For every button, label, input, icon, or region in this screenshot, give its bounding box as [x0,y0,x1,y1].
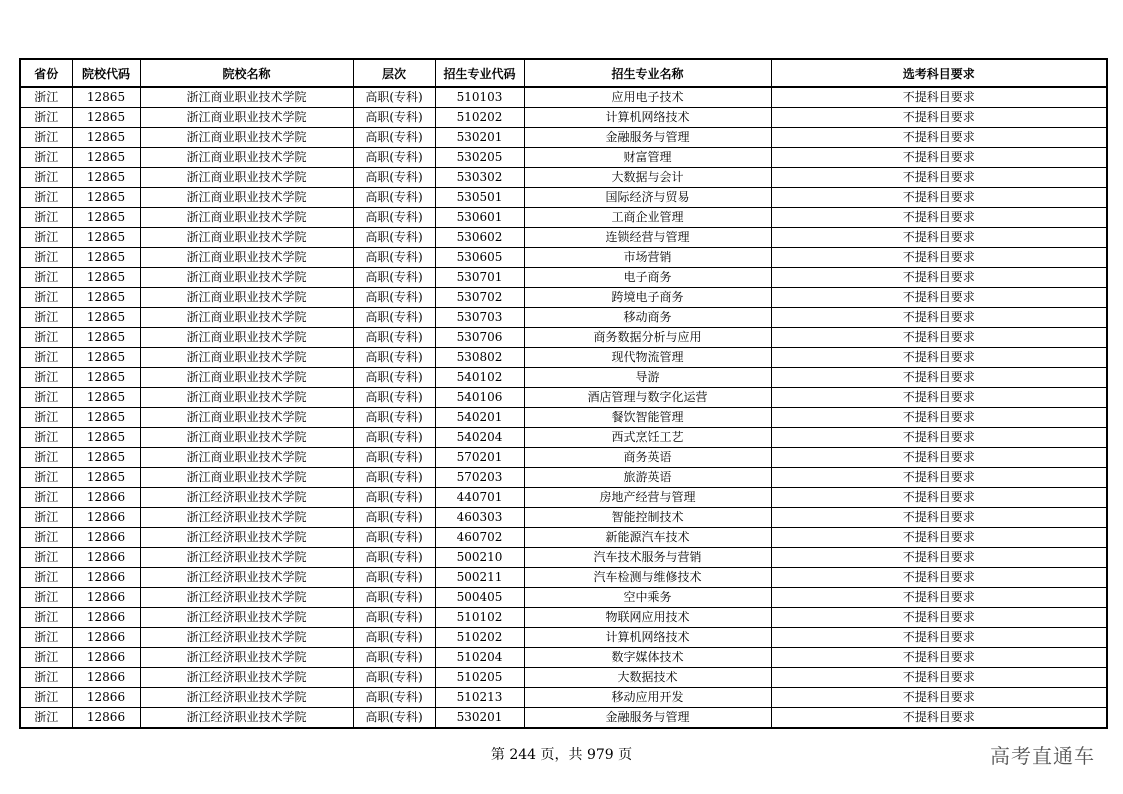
cell-level: 高职(专科) [353,588,435,608]
cell-level: 高职(专科) [353,328,435,348]
cell-major-code: 540102 [435,368,524,388]
cell-level: 高职(专科) [353,608,435,628]
cell-major-name: 财富管理 [524,148,771,168]
cell-school-code: 12865 [72,408,140,428]
cell-major-name: 酒店管理与数字化运营 [524,388,771,408]
table-row [20,208,1107,228]
cell-school-name: 浙江商业职业技术学院 [140,368,353,388]
table-row [20,548,1107,568]
cell-province: 浙江 [20,208,72,228]
table-row [20,128,1107,148]
cell-major-code: 530302 [435,168,524,188]
cell-province: 浙江 [20,368,72,388]
cell-major-code: 510213 [435,688,524,708]
cell-subject-requirement: 不提科目要求 [771,588,1107,608]
cell-province: 浙江 [20,468,72,488]
cell-major-code: 440701 [435,488,524,508]
cell-subject-requirement: 不提科目要求 [771,128,1107,148]
cell-major-name: 金融服务与管理 [524,128,771,148]
cell-school-name: 浙江经济职业技术学院 [140,488,353,508]
cell-school-code: 12866 [72,548,140,568]
cell-major-name: 大数据技术 [524,668,771,688]
cell-major-code: 510102 [435,608,524,628]
cell-major-name: 移动应用开发 [524,688,771,708]
cell-school-code: 12866 [72,488,140,508]
cell-major-code: 540106 [435,388,524,408]
cell-school-name: 浙江商业职业技术学院 [140,188,353,208]
cell-province: 浙江 [20,388,72,408]
cell-school-name: 浙江商业职业技术学院 [140,108,353,128]
cell-school-code: 12865 [72,108,140,128]
cell-province: 浙江 [20,448,72,468]
cell-major-code: 500210 [435,548,524,568]
cell-school-name: 浙江经济职业技术学院 [140,628,353,648]
cell-subject-requirement: 不提科目要求 [771,87,1107,108]
header-subject-requirement: 选考科目要求 [771,59,1107,87]
cell-school-name: 浙江商业职业技术学院 [140,228,353,248]
table-row [20,148,1107,168]
cell-subject-requirement: 不提科目要求 [771,328,1107,348]
cell-major-name: 工商企业管理 [524,208,771,228]
table-row [20,688,1107,708]
table-row [20,248,1107,268]
table-row [20,108,1107,128]
cell-school-code: 12866 [72,648,140,668]
cell-major-code: 530706 [435,328,524,348]
cell-subject-requirement: 不提科目要求 [771,468,1107,488]
table-row [20,468,1107,488]
cell-school-code: 12866 [72,568,140,588]
cell-major-name: 市场营销 [524,248,771,268]
cell-school-name: 浙江经济职业技术学院 [140,648,353,668]
cell-subject-requirement: 不提科目要求 [771,368,1107,388]
cell-level: 高职(专科) [353,208,435,228]
cell-level: 高职(专科) [353,268,435,288]
cell-school-name: 浙江商业职业技术学院 [140,168,353,188]
table-row [20,628,1107,648]
table-row [20,668,1107,688]
cell-province: 浙江 [20,648,72,668]
cell-major-code: 540204 [435,428,524,448]
cell-province: 浙江 [20,348,72,368]
cell-major-name: 移动商务 [524,308,771,328]
table-row [20,428,1107,448]
cell-province: 浙江 [20,108,72,128]
cell-major-name: 金融服务与管理 [524,708,771,729]
table-row [20,488,1107,508]
cell-school-name: 浙江商业职业技术学院 [140,128,353,148]
cell-major-name: 房地产经营与管理 [524,488,771,508]
cell-province: 浙江 [20,608,72,628]
cell-school-code: 12865 [72,388,140,408]
cell-school-name: 浙江经济职业技术学院 [140,668,353,688]
cell-province: 浙江 [20,87,72,108]
table-row [20,708,1107,729]
cell-major-code: 530201 [435,708,524,729]
cell-school-name: 浙江经济职业技术学院 [140,608,353,628]
table-row [20,508,1107,528]
cell-level: 高职(专科) [353,628,435,648]
cell-school-code: 12865 [72,168,140,188]
cell-school-code: 12865 [72,368,140,388]
cell-school-code: 12866 [72,588,140,608]
cell-province: 浙江 [20,428,72,448]
cell-level: 高职(专科) [353,87,435,108]
cell-school-name: 浙江商业职业技术学院 [140,468,353,488]
table-row [20,648,1107,668]
cell-major-name: 旅游英语 [524,468,771,488]
cell-major-name: 餐饮智能管理 [524,408,771,428]
cell-major-code: 570201 [435,448,524,468]
cell-subject-requirement: 不提科目要求 [771,288,1107,308]
cell-subject-requirement: 不提科目要求 [771,428,1107,448]
table-row [20,368,1107,388]
cell-major-code: 510202 [435,628,524,648]
table-row [20,328,1107,348]
cell-major-code: 510204 [435,648,524,668]
watermark-logo: 高考直通车 [990,744,1095,768]
cell-major-name: 商务数据分析与应用 [524,328,771,348]
cell-province: 浙江 [20,248,72,268]
cell-school-name: 浙江商业职业技术学院 [140,428,353,448]
cell-major-name: 导游 [524,368,771,388]
cell-major-code: 530702 [435,288,524,308]
cell-major-name: 数字媒体技术 [524,648,771,668]
table-row [20,168,1107,188]
header-province: 省份 [20,59,72,87]
cell-major-name: 跨境电子商务 [524,288,771,308]
cell-level: 高职(专科) [353,348,435,368]
cell-subject-requirement: 不提科目要求 [771,668,1107,688]
cell-major-name: 应用电子技术 [524,87,771,108]
cell-level: 高职(专科) [353,488,435,508]
cell-major-name: 汽车技术服务与营销 [524,548,771,568]
cell-subject-requirement: 不提科目要求 [771,208,1107,228]
cell-level: 高职(专科) [353,648,435,668]
cell-school-name: 浙江商业职业技术学院 [140,208,353,228]
table-row [20,408,1107,428]
cell-subject-requirement: 不提科目要求 [771,688,1107,708]
table-row [20,608,1107,628]
cell-school-name: 浙江商业职业技术学院 [140,288,353,308]
cell-school-code: 12865 [72,148,140,168]
cell-province: 浙江 [20,288,72,308]
cell-school-name: 浙江商业职业技术学院 [140,348,353,368]
cell-subject-requirement: 不提科目要求 [771,188,1107,208]
cell-level: 高职(专科) [353,188,435,208]
cell-major-name: 汽车检测与维修技术 [524,568,771,588]
cell-school-name: 浙江商业职业技术学院 [140,87,353,108]
cell-school-name: 浙江经济职业技术学院 [140,528,353,548]
table-row [20,308,1107,328]
cell-subject-requirement: 不提科目要求 [771,268,1107,288]
header-major-name: 招生专业名称 [524,59,771,87]
cell-subject-requirement: 不提科目要求 [771,308,1107,328]
cell-school-code: 12865 [72,228,140,248]
cell-level: 高职(专科) [353,688,435,708]
table-row [20,568,1107,588]
cell-major-name: 电子商务 [524,268,771,288]
cell-school-name: 浙江商业职业技术学院 [140,248,353,268]
cell-major-code: 530205 [435,148,524,168]
header-level: 层次 [353,59,435,87]
cell-major-name: 商务英语 [524,448,771,468]
cell-major-code: 540201 [435,408,524,428]
cell-school-code: 12865 [72,308,140,328]
table-row [20,288,1107,308]
cell-major-name: 西式烹饪工艺 [524,428,771,448]
table-body [20,87,1107,728]
cell-subject-requirement: 不提科目要求 [771,648,1107,668]
header-school-code: 院校代码 [72,59,140,87]
cell-level: 高职(专科) [353,408,435,428]
table-row [20,348,1107,368]
cell-province: 浙江 [20,588,72,608]
cell-subject-requirement: 不提科目要求 [771,568,1107,588]
cell-province: 浙江 [20,328,72,348]
cell-major-code: 530703 [435,308,524,328]
cell-province: 浙江 [20,508,72,528]
cell-major-code: 530802 [435,348,524,368]
cell-school-name: 浙江经济职业技术学院 [140,708,353,729]
cell-level: 高职(专科) [353,668,435,688]
cell-school-name: 浙江商业职业技术学院 [140,408,353,428]
cell-level: 高职(专科) [353,508,435,528]
cell-level: 高职(专科) [353,708,435,729]
cell-province: 浙江 [20,668,72,688]
cell-subject-requirement: 不提科目要求 [771,108,1107,128]
table-row [20,268,1107,288]
cell-major-name: 计算机网络技术 [524,628,771,648]
cell-province: 浙江 [20,488,72,508]
cell-major-code: 530602 [435,228,524,248]
cell-school-code: 12866 [72,708,140,729]
cell-school-code: 12865 [72,248,140,268]
table-row [20,528,1107,548]
cell-major-name: 国际经济与贸易 [524,188,771,208]
cell-school-code: 12865 [72,128,140,148]
cell-school-name: 浙江商业职业技术学院 [140,308,353,328]
cell-school-code: 12865 [72,268,140,288]
cell-major-name: 空中乘务 [524,588,771,608]
cell-major-code: 460702 [435,528,524,548]
cell-school-name: 浙江商业职业技术学院 [140,448,353,468]
cell-school-code: 12866 [72,628,140,648]
table-row [20,87,1107,108]
cell-school-code: 12866 [72,528,140,548]
cell-school-name: 浙江经济职业技术学院 [140,548,353,568]
cell-major-code: 530701 [435,268,524,288]
cell-school-name: 浙江商业职业技术学院 [140,148,353,168]
cell-province: 浙江 [20,228,72,248]
cell-province: 浙江 [20,708,72,729]
cell-major-code: 530605 [435,248,524,268]
cell-school-code: 12865 [72,428,140,448]
cell-major-name: 大数据与会计 [524,168,771,188]
cell-subject-requirement: 不提科目要求 [771,388,1107,408]
cell-level: 高职(专科) [353,388,435,408]
cell-level: 高职(专科) [353,468,435,488]
cell-subject-requirement: 不提科目要求 [771,628,1107,648]
cell-major-code: 530601 [435,208,524,228]
table-row [20,388,1107,408]
cell-school-code: 12865 [72,188,140,208]
admission-table [19,58,1108,729]
cell-major-name: 物联网应用技术 [524,608,771,628]
cell-province: 浙江 [20,528,72,548]
cell-province: 浙江 [20,168,72,188]
cell-province: 浙江 [20,568,72,588]
cell-school-code: 12866 [72,668,140,688]
table-row [20,188,1107,208]
cell-subject-requirement: 不提科目要求 [771,528,1107,548]
cell-subject-requirement: 不提科目要求 [771,548,1107,568]
cell-level: 高职(专科) [353,228,435,248]
cell-school-code: 12865 [72,328,140,348]
cell-level: 高职(专科) [353,168,435,188]
cell-subject-requirement: 不提科目要求 [771,148,1107,168]
table-row [20,588,1107,608]
cell-subject-requirement: 不提科目要求 [771,608,1107,628]
cell-school-code: 12865 [72,208,140,228]
cell-province: 浙江 [20,548,72,568]
cell-subject-requirement: 不提科目要求 [771,448,1107,468]
cell-subject-requirement: 不提科目要求 [771,408,1107,428]
cell-level: 高职(专科) [353,548,435,568]
cell-school-name: 浙江经济职业技术学院 [140,568,353,588]
cell-school-code: 12865 [72,468,140,488]
cell-major-code: 570203 [435,468,524,488]
cell-province: 浙江 [20,628,72,648]
table-row [20,448,1107,468]
cell-major-code: 510103 [435,87,524,108]
cell-school-code: 12865 [72,288,140,308]
cell-major-name: 现代物流管理 [524,348,771,368]
cell-school-name: 浙江商业职业技术学院 [140,328,353,348]
cell-subject-requirement: 不提科目要求 [771,488,1107,508]
cell-province: 浙江 [20,268,72,288]
cell-major-name: 连锁经营与管理 [524,228,771,248]
cell-level: 高职(专科) [353,108,435,128]
header-major-code: 招生专业代码 [435,59,524,87]
cell-province: 浙江 [20,688,72,708]
cell-school-code: 12866 [72,508,140,528]
header-school-name: 院校名称 [140,59,353,87]
cell-subject-requirement: 不提科目要求 [771,228,1107,248]
cell-major-code: 460303 [435,508,524,528]
cell-subject-requirement: 不提科目要求 [771,168,1107,188]
cell-school-name: 浙江经济职业技术学院 [140,508,353,528]
cell-level: 高职(专科) [353,448,435,468]
cell-school-code: 12865 [72,448,140,468]
cell-major-code: 500405 [435,588,524,608]
cell-school-code: 12866 [72,608,140,628]
cell-major-name: 新能源汽车技术 [524,528,771,548]
cell-province: 浙江 [20,308,72,328]
cell-school-name: 浙江商业职业技术学院 [140,268,353,288]
cell-province: 浙江 [20,188,72,208]
cell-major-code: 510205 [435,668,524,688]
cell-level: 高职(专科) [353,368,435,388]
cell-major-code: 530501 [435,188,524,208]
table-header-row [20,59,1107,87]
table-row [20,228,1107,248]
cell-major-code: 510202 [435,108,524,128]
cell-province: 浙江 [20,128,72,148]
cell-province: 浙江 [20,408,72,428]
cell-school-code: 12865 [72,348,140,368]
cell-subject-requirement: 不提科目要求 [771,248,1107,268]
cell-school-name: 浙江商业职业技术学院 [140,388,353,408]
cell-school-code: 12866 [72,688,140,708]
cell-major-name: 计算机网络技术 [524,108,771,128]
cell-school-name: 浙江经济职业技术学院 [140,688,353,708]
cell-level: 高职(专科) [353,568,435,588]
cell-school-code: 12865 [72,87,140,108]
cell-level: 高职(专科) [353,528,435,548]
page-number: 第 244 页，共 979 页 [490,747,633,763]
cell-level: 高职(专科) [353,308,435,328]
cell-province: 浙江 [20,148,72,168]
cell-major-code: 500211 [435,568,524,588]
cell-level: 高职(专科) [353,428,435,448]
cell-subject-requirement: 不提科目要求 [771,708,1107,729]
cell-level: 高职(专科) [353,148,435,168]
cell-level: 高职(专科) [353,128,435,148]
cell-major-code: 530201 [435,128,524,148]
cell-subject-requirement: 不提科目要求 [771,348,1107,368]
cell-school-name: 浙江经济职业技术学院 [140,588,353,608]
cell-major-name: 智能控制技术 [524,508,771,528]
cell-subject-requirement: 不提科目要求 [771,508,1107,528]
cell-level: 高职(专科) [353,248,435,268]
cell-level: 高职(专科) [353,288,435,308]
